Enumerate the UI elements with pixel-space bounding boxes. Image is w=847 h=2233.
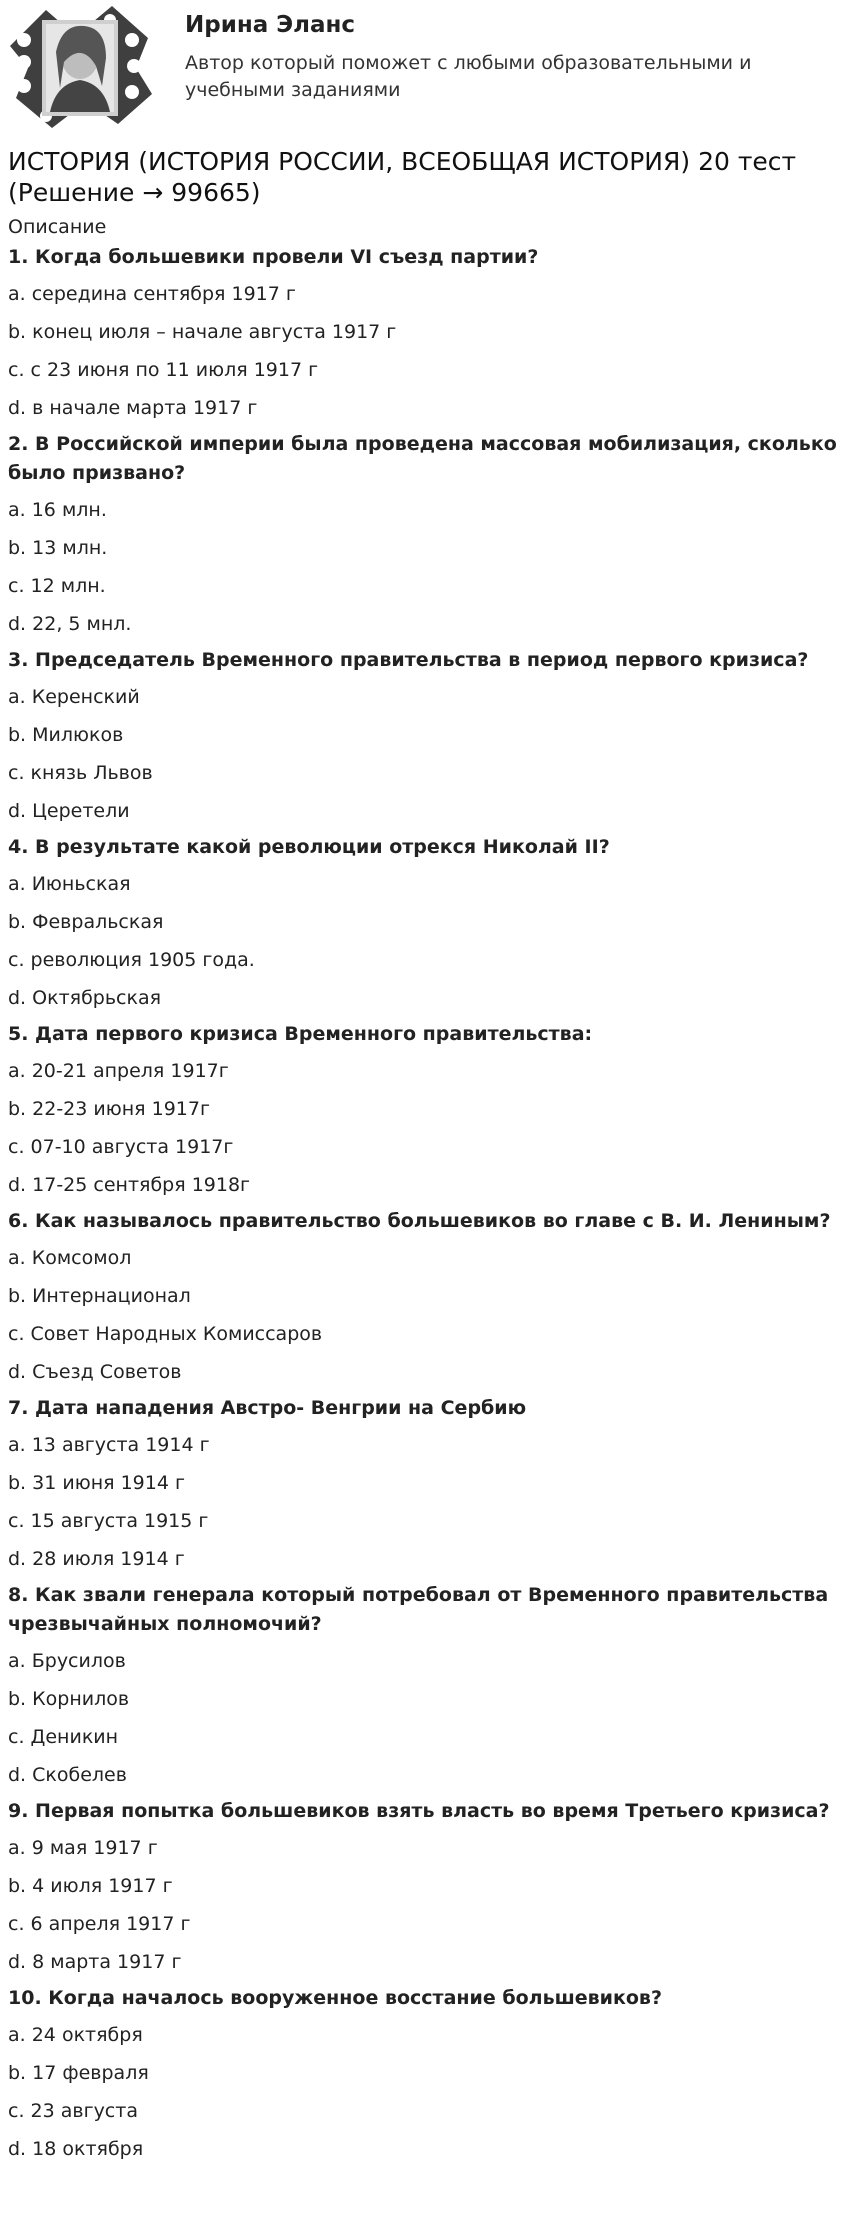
question-text: 5. Дата первого кризиса Временного правительства: xyxy=(8,1023,593,1045)
question-text: 6. Как называлось правительство большевиков во главе с В. И. Лениным? xyxy=(8,1210,831,1232)
description-label: Описание xyxy=(8,216,107,238)
answer-option: b. 17 февраля xyxy=(8,2062,149,2084)
answer-option: a. Керенский xyxy=(8,686,140,708)
answer-option: a. Июньская xyxy=(8,873,131,895)
answer-option: c. 15 августа 1915 г xyxy=(8,1510,209,1532)
answer-option: b. Февральская xyxy=(8,911,164,933)
answer-option: a. Комсомол xyxy=(8,1247,132,1269)
question-text: 7. Дата нападения Австро- Венгрии на Сербию xyxy=(8,1397,527,1419)
author-name[interactable]: Ирина Эланс xyxy=(185,12,356,38)
answer-option: c. 6 апреля 1917 г xyxy=(8,1913,191,1935)
answer-option: d. Церетели xyxy=(8,800,130,822)
answer-option: c. князь Львов xyxy=(8,762,153,784)
answer-option: a. Брусилов xyxy=(8,1650,126,1672)
document-title: ИСТОРИЯ (ИСТОРИЯ РОССИИ, ВСЕОБЩАЯ ИСТОРИЯ) 20 тест (Решение → 99665) xyxy=(8,147,797,207)
question-text: 10. Когда началось вооруженное восстание большевиков? xyxy=(8,1987,662,2009)
answer-option: b. 22-23 июня 1917г xyxy=(8,1098,210,1120)
answer-option: c. с 23 июня по 11 июля 1917 г xyxy=(8,359,319,381)
answer-option: c. Совет Народных Комиссаров xyxy=(8,1323,323,1345)
author-card xyxy=(6,6,841,131)
answer-option: a. 13 августа 1914 г xyxy=(8,1434,210,1456)
answer-option: c. 23 августа xyxy=(8,2100,138,2122)
question-text: 1. Когда большевики провели VI съезд партии? xyxy=(8,246,539,268)
answer-option: a. 9 мая 1917 г xyxy=(8,1837,158,1859)
film-reel-icon xyxy=(10,6,152,128)
answer-option: b. конец июля – начале августа 1917 г xyxy=(8,321,397,343)
answer-option: a. середина сентября 1917 г xyxy=(8,283,296,305)
answer-option: c. революция 1905 года. xyxy=(8,949,255,971)
answer-option: d. 8 марта 1917 г xyxy=(8,1951,182,1973)
author-description: Автор который поможет с любыми образовательными и учебными заданиями xyxy=(185,52,752,101)
answer-option: c. 12 млн. xyxy=(8,575,106,597)
answer-option: c. Деникин xyxy=(8,1726,119,1748)
answer-option: a. 20-21 апреля 1917г xyxy=(8,1060,229,1082)
answer-option: b. Интернационал xyxy=(8,1285,191,1307)
answer-option: b. 13 млн. xyxy=(8,537,108,559)
answer-option: b. 31 июня 1914 г xyxy=(8,1472,185,1494)
answer-option: c. 07-10 августа 1917г xyxy=(8,1136,234,1158)
answer-option: d. 17-25 сентября 1918г xyxy=(8,1174,251,1196)
author-avatar xyxy=(6,6,152,128)
answer-option: d. 22, 5 мнл. xyxy=(8,613,132,635)
question-text: 9. Первая попытка большевиков взять власть во время Третьего кризиса? xyxy=(8,1800,830,1822)
answer-option: a. 16 млн. xyxy=(8,499,107,521)
answer-option: d. в начале марта 1917 г xyxy=(8,397,258,419)
answer-option: d. Октябрьская xyxy=(8,987,162,1009)
answer-option: a. 24 октября xyxy=(8,2024,143,2046)
question-text: 2. В Российской империи была проведена массовая мобилизация, сколько было призвано? xyxy=(8,433,837,484)
answer-option: b. 4 июля 1917 г xyxy=(8,1875,173,1897)
question-text: 4. В результате какой революции отрекся Николай II? xyxy=(8,836,610,858)
answer-option: d. Съезд Советов xyxy=(8,1361,182,1383)
answer-option: d. Скобелев xyxy=(8,1764,127,1786)
answer-option: d. 28 июля 1914 г xyxy=(8,1548,185,1570)
question-text: 3. Председатель Временного правительства в период первого кризиса? xyxy=(8,649,809,671)
answer-option: b. Милюков xyxy=(8,724,124,746)
question-text: 8. Как звали генерала который потребовал от Временного правительства чрезвычайных полномочий? xyxy=(8,1584,829,1635)
question-list xyxy=(8,240,841,2168)
answer-option: d. 18 октября xyxy=(8,2138,144,2160)
answer-option: b. Корнилов xyxy=(8,1688,130,1710)
